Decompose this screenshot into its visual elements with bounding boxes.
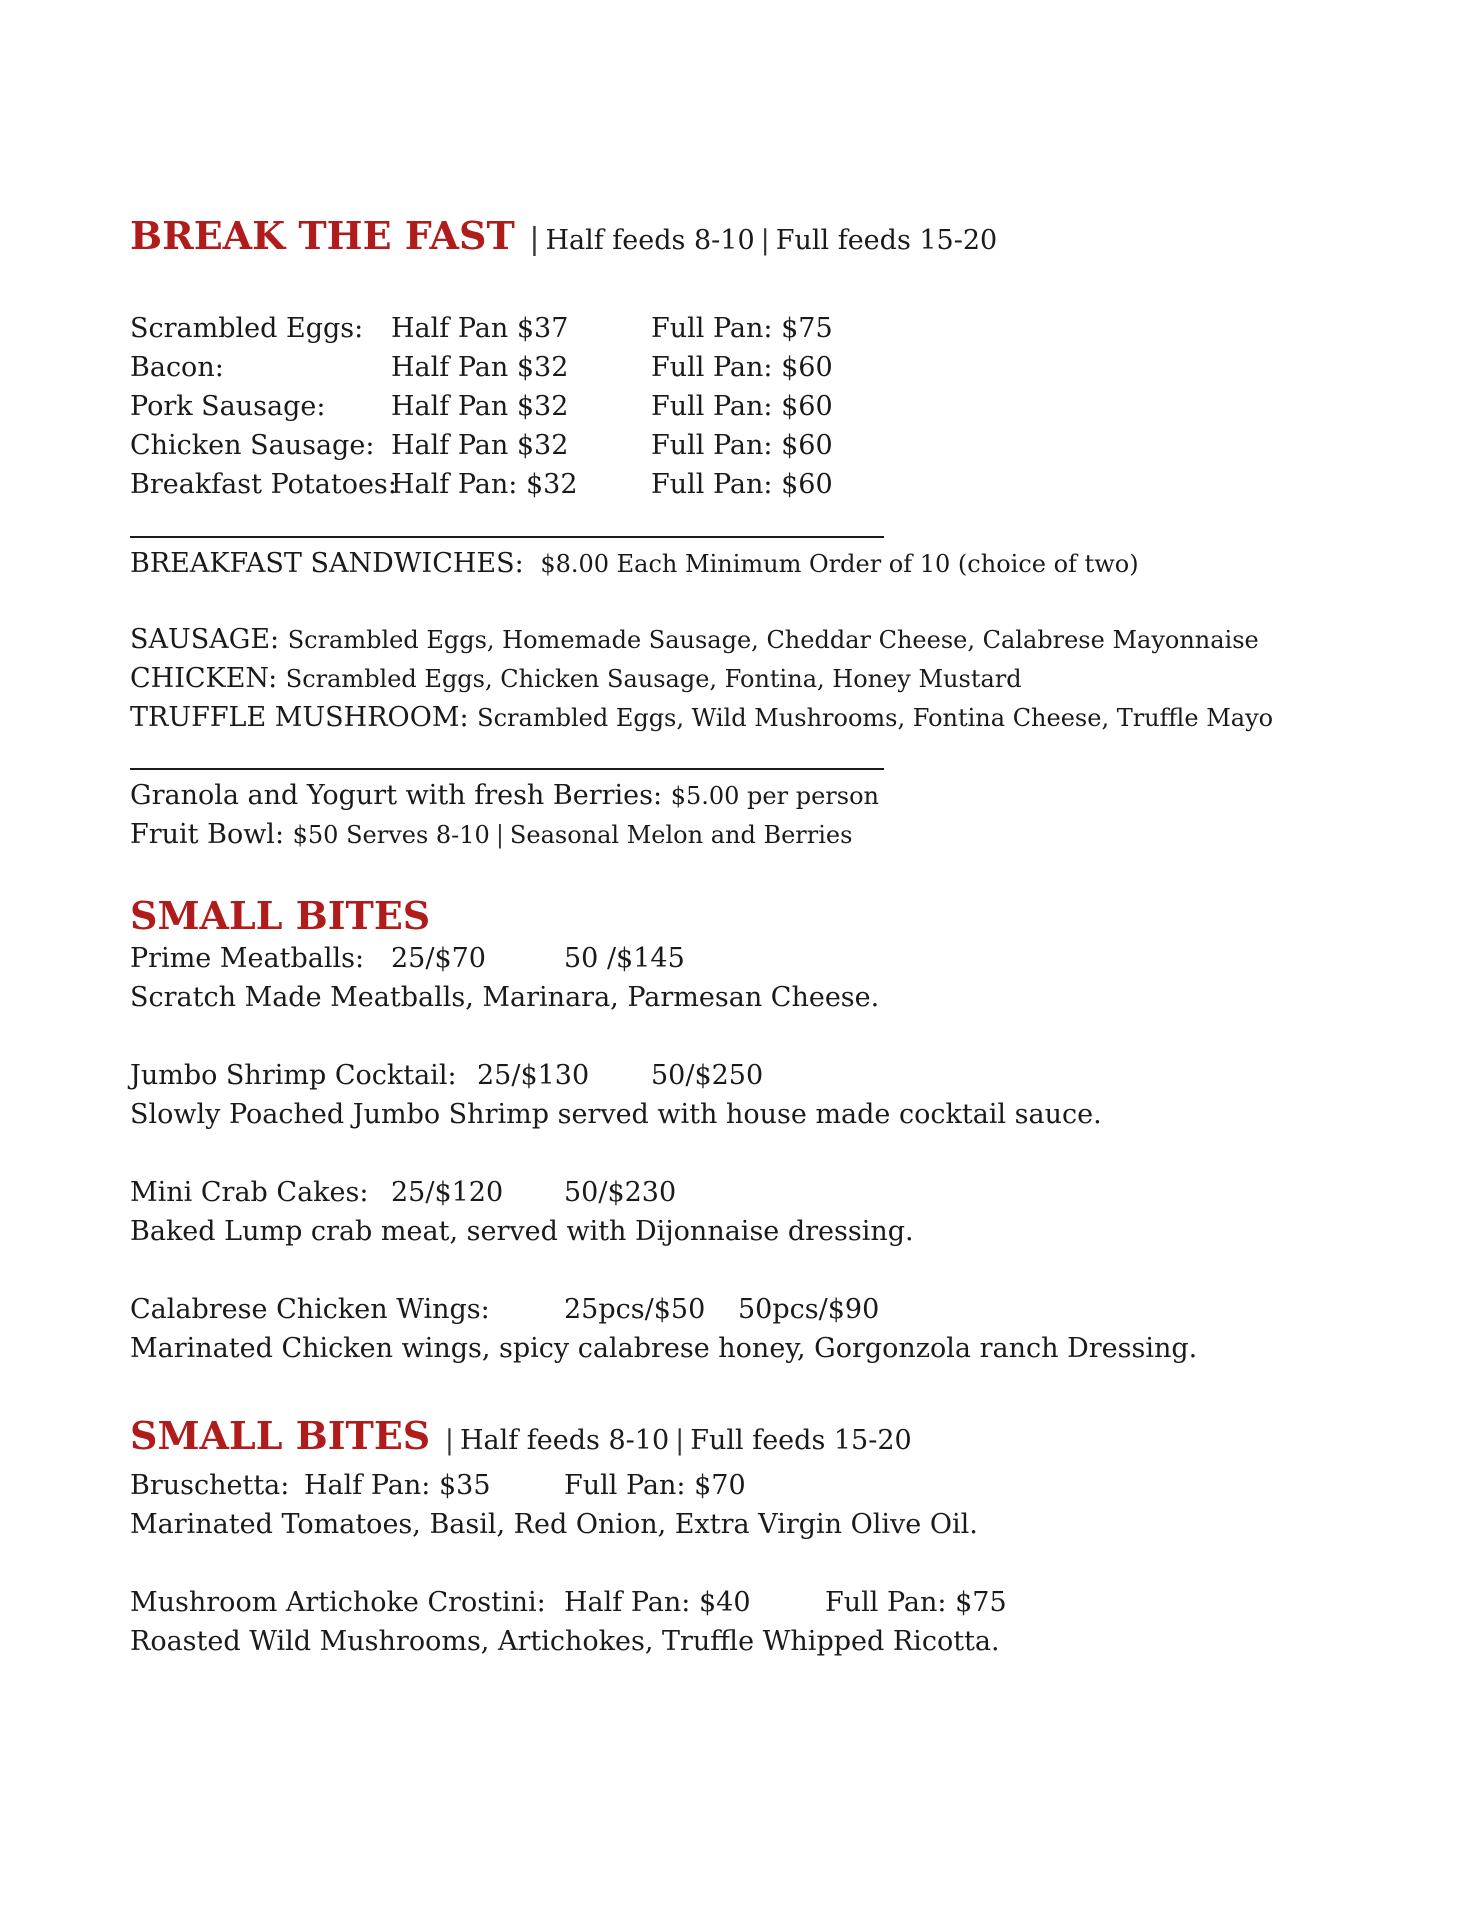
extra-name: Granola and Yogurt with fresh Berries: — [130, 780, 663, 811]
breakfast-subtitle: | Half feeds 8-10 | Full feeds 15-20 — [529, 222, 998, 257]
item-description: Scratch Made Meatballs, Marinara, Parmesan Cheese. — [130, 982, 880, 1013]
item-full-price: Full Pan: $60 — [651, 391, 833, 422]
bite-name: Mini Crab Cakes: — [130, 1177, 369, 1208]
bite-name: Jumbo Shrimp Cocktail: — [130, 1060, 457, 1091]
list-item — [130, 779, 879, 813]
breakfast-title: BREAK THE FAST — [130, 213, 515, 258]
item-half-price: Half Pan $37 — [391, 313, 569, 344]
item-name: Pork Sausage: — [130, 391, 326, 422]
item-full-price: Full Pan: $60 — [651, 352, 833, 383]
item-full-price: Full Pan: $60 — [651, 430, 833, 461]
pan-item-half: Half Pan: $35 — [304, 1470, 491, 1501]
pan-item-half: Half Pan: $40 — [564, 1587, 751, 1618]
sandwiches-title: BREAKFAST SANDWICHES: — [130, 548, 524, 579]
list-item: Fruit Bowl: $50 Serves 8-10 | Seasonal Melon and Berries — [130, 819, 853, 850]
item-name: Scrambled Eggs: — [130, 313, 364, 344]
bite-price-25: 25pcs/$50 — [564, 1294, 706, 1325]
extra-name: Fruit Bowl: — [130, 819, 285, 850]
sandwich-desc: Scrambled Eggs, Chicken Sausage, Fontina, Honey Mustard — [285, 665, 1022, 693]
item-name: Breakfast Potatoes: — [130, 469, 397, 500]
item-name: Bacon: — [130, 352, 224, 383]
extra-desc: $5.00 per person — [670, 782, 879, 810]
list-item — [130, 623, 1259, 657]
pan-item-name: Mushroom Artichoke Crostini: — [130, 1587, 546, 1618]
small-bites-pans-heading-row — [130, 1414, 912, 1458]
divider — [130, 768, 884, 770]
bite-price-25: 25/$120 — [391, 1177, 504, 1208]
sandwiches-details: $8.00 Each Minimum Order of 10 (choice of two) — [540, 550, 1139, 578]
item-description: Slowly Poached Jumbo Shrimp served with house made cocktail sauce. — [130, 1099, 1102, 1130]
item-half-price: Half Pan $32 — [391, 430, 569, 461]
item-full-price: Full Pan: $60 — [651, 469, 833, 500]
bite-price-25: 25/$130 — [477, 1060, 590, 1091]
bite-price-25: 25/$70 — [391, 943, 486, 974]
bite-price-50: 50 /$145 — [564, 943, 685, 974]
small-bites-title: SMALL BITES — [130, 893, 431, 938]
bite-price-50: 50/$250 — [651, 1060, 764, 1091]
sandwich-name: SAUSAGE: — [130, 624, 288, 655]
pan-item-name: Bruschetta: — [130, 1470, 290, 1501]
bite-price-50: 50pcs/$90 — [738, 1294, 880, 1325]
item-full-price: Full Pan: $75 — [651, 313, 833, 344]
sandwiches-header — [130, 547, 1139, 581]
item-description: Marinated Tomatoes, Basil, Red Onion, Extra Virgin Olive Oil. — [130, 1509, 978, 1540]
item-half-price: Half Pan $32 — [391, 352, 569, 383]
list-item — [130, 701, 1273, 735]
item-half-price: Half Pan $32 — [391, 391, 569, 422]
small-bites-pans-title: SMALL BITES — [130, 1413, 431, 1458]
bite-price-50: 50/$230 — [564, 1177, 677, 1208]
bite-name: Calabrese Chicken Wings: — [130, 1294, 490, 1325]
sandwich-name: TRUFFLE MUSHROOM: — [130, 702, 478, 733]
bite-name: Prime Meatballs: — [130, 943, 365, 974]
item-description: Roasted Wild Mushrooms, Artichokes, Truffle Whipped Ricotta. — [130, 1626, 1000, 1657]
divider — [130, 536, 884, 538]
item-half-price: Half Pan: $32 — [391, 469, 578, 500]
item-name: Chicken Sausage: — [130, 430, 375, 461]
breakfast-heading-row — [130, 214, 997, 258]
extra-desc: $50 Serves 8-10 — [292, 821, 490, 849]
item-description: Baked Lump crab meat, served with Dijonnaise dressing. — [130, 1216, 914, 1247]
list-item — [130, 662, 1022, 696]
sandwich-desc: Scrambled Eggs, Homemade Sausage, Cheddar Cheese, Calabrese Mayonnaise — [287, 626, 1259, 654]
pan-item-full: Full Pan: $70 — [564, 1470, 746, 1501]
small-bites-heading-row — [130, 894, 430, 938]
item-description: Marinated Chicken wings, spicy calabrese honey, Gorgonzola ranch Dressing. — [130, 1333, 1198, 1364]
sandwich-desc: Scrambled Eggs, Wild Mushrooms, Fontina Cheese, Truffle Mayo — [477, 704, 1274, 732]
extra-desc-2: Seasonal Melon and Berries — [509, 821, 853, 849]
sandwich-name: CHICKEN: — [130, 663, 286, 694]
small-bites-pans-subtitle: | Half feeds 8-10 | Full feeds 15-20 — [444, 1425, 912, 1456]
pan-item-full: Full Pan: $75 — [825, 1587, 1007, 1618]
